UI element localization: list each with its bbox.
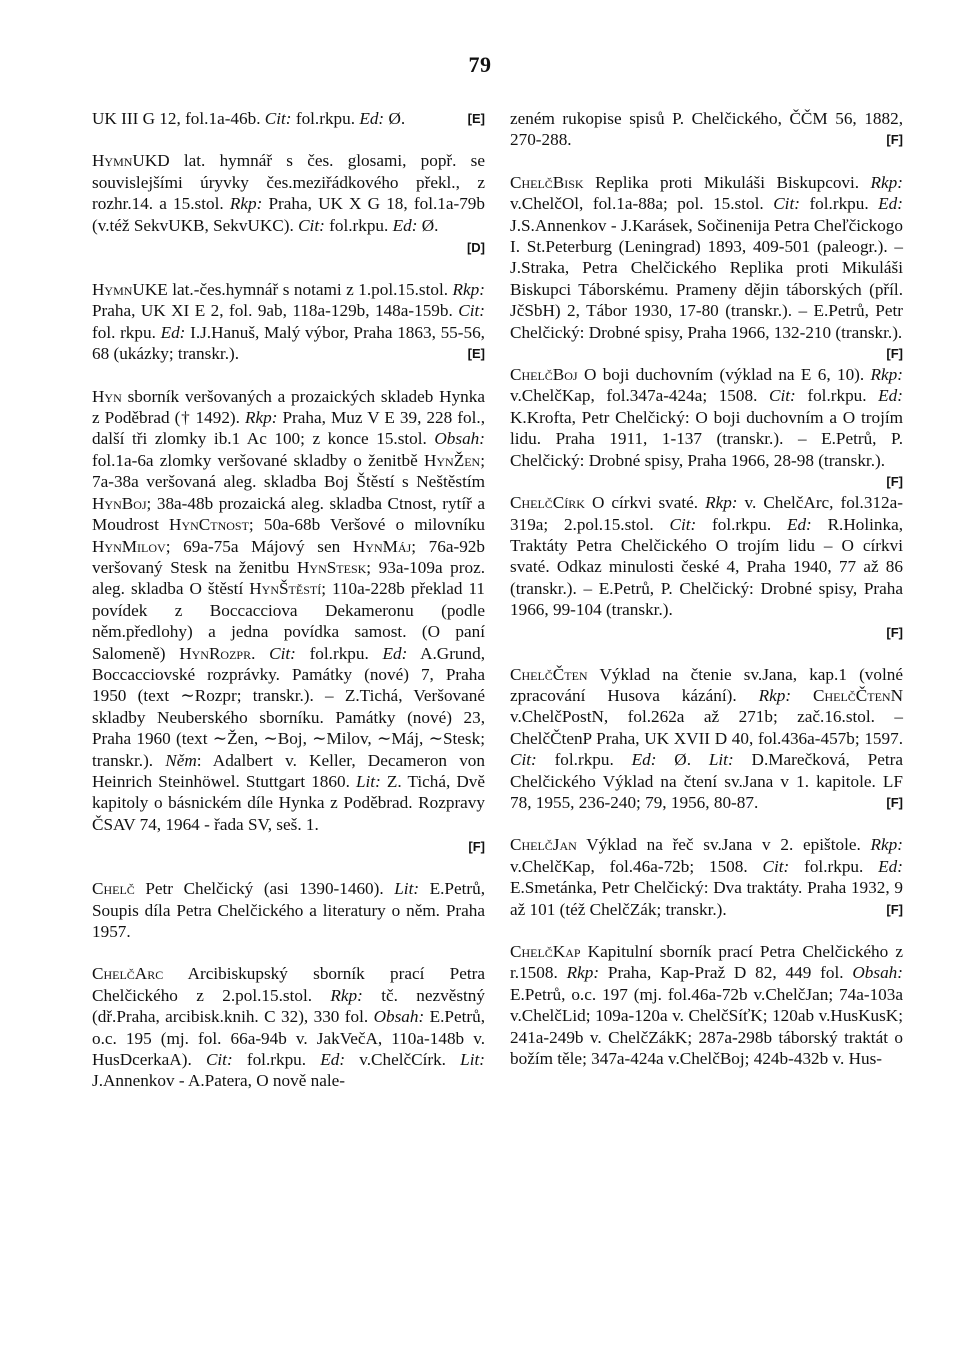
entry-text: : Adalbert v. Keller, Decameron von Heinrich Steinhöwel. Stuttgart 1860. [92,750,485,791]
entry-text: fol.rkpu. [232,1050,321,1070]
entry-label: Cit: [298,215,325,235]
entry-label: Cit: [264,109,292,128]
source-code-tag: [F] [886,474,903,490]
entry-text: zeném rukopise spisů P. Chelčického, ČČM 56, 1882, 270-288. [510,109,903,150]
entry-text: v.ChelčCírk. [345,1050,461,1070]
entry-label: Cit: [269,643,296,663]
entry-label: Rkp: [452,280,485,300]
entry-label: Ed: [786,514,812,534]
entry-text: Ø. [656,750,709,770]
entry-siglum: ChelčČten [510,664,588,684]
entry-text: Petr Chelčický (asi 1390-1460). [134,879,395,899]
entry-text: E.Petrů, Soupis díla Petra Chelčického a literatury o něm. Praha 1957. [92,879,486,941]
entry-siglum: ChelčBisk [510,172,584,192]
entry-text: E.Petrů, o.c. 197 (mj. fol.46a-72b v.ChelčJan; 74a-103a v.ChelčLid; 109a-120a v. ChelčSíťK; 120ab v.HusKusK; 241a-249b v. ChelčZákK; 287a-298b táborský traktát o božím těle; 347a-424a v.ChelčBoj; 424b-432b v. Hus- [510,984,903,1069]
entry-text: lat. hymnář s čes. glosami, popř. se souvislejšími úryvky čes.meziřádkového překl., z rozhr.14. a 15.stol. [92,151,485,214]
entry-text: tč. nezvěstný (dř.Praha, arcibisk.knih. C 32), 330 fol. [92,985,485,1027]
right-column [510,108,903,1090]
entry-label: Ed: [160,322,186,342]
entry-siglum: HynRozpr [179,643,252,663]
entry-text: E.Petrů, o.c. 195 (mj. fol. 66a-94b v. JakVečA, 110a-148b v. HusDcerkaA). [92,1007,485,1070]
entry-label: Lit: [355,771,381,791]
entry-text: fol.rkpu. [696,514,787,534]
entry-siglum: ChelčCírk [510,493,585,513]
source-code-tag: [F] [886,346,903,362]
entry-text: fol.rkpu. [789,856,879,876]
entry-label: Rkp: [870,365,903,385]
source-code-tag: [F] [468,839,485,855]
entry-label: Lit: [708,750,734,770]
entry-label: Rkp: [244,408,278,428]
entry-text: fol.rkpu. [291,109,360,128]
entry-text: v.ChelčOl, fol.1a-88a; pol. 15.stol. [510,194,774,214]
entry-label: Ed: [320,1050,346,1070]
entry-text: fol.rkpu. [324,215,393,235]
entry-text: ; 38a-48b prozaická aleg. skladba Ctnost, rytíř a Moudrost [92,493,485,535]
entry-text: R.Holinka, Traktáty Petra Chelčického O trojím lidu – O církvi svaté. Odkaz minulosti české 4, Praha 1940, 77 až 86 (transkr.). – E.Petrů, P. Chelčický: Drobné spisy, Praha 1966, 99-104 (transkr.). [510,514,903,620]
entry-text: ; 110a-228b překlad 11 povídek z Boccacciova Dekameronu (podle něm.předlohy) a jedna povídka samost. (O paní Salomeně) [92,579,486,663]
dictionary-entry-chelcarc-cont [510,108,903,151]
entry-label: Ed: [382,643,408,663]
entry-label: Ed: [878,856,903,876]
entry-text: Praha, Kap-Praž D 82, 449 fol. [599,963,853,983]
dictionary-entry-chelcarc [92,963,485,1091]
entry-text: E.Smetánka, Petr Chelčický: Dva traktáty. Praha 1932, 9 až 101 (též ChelčZák; transkr.). [510,878,903,919]
entry-text: sborník veršovaných a prozaických skladeb Hynka z Poděbrad († 1492). [92,386,485,428]
entry-text: fol.rkpu. [536,750,632,770]
entry-text: Ø. [384,109,406,128]
entry-label: Cit: [669,514,697,534]
entry-text: Kapitulní sborník prací Petra Chelčického z r.1508. [510,942,903,983]
entry-label: Cit: [773,194,800,214]
entry-label: Rkp: [758,685,792,705]
entry-siglum: ChelčČtenN [813,685,903,705]
dictionary-entry-chelccten [510,664,903,814]
entry-text: Praha, Muz V E 39, 228 fol., další tři zlomky ib.1 Ac 100; z konce 15.stol. [92,408,485,449]
page-number: 79 [468,52,492,77]
source-code-tag: [F] [886,624,903,640]
entry-label: Obsah: [852,963,903,983]
entry-label: Rkp: [566,963,600,983]
dictionary-entry-hymnukd [92,150,485,258]
dictionary-entry-hymnuke [92,279,485,365]
entry-siglum: HynStesk [296,557,367,577]
entry-text: fol.rkpu. [799,194,879,214]
entry-label: Rkp: [229,194,263,214]
entry-text: I.J.Hanuš, Malý výbor, Praha 1863, 55-56, 68 (ukázky; transkr.). [92,322,485,364]
entry-text: J.S.Annenkov - J.Karásek, Sočinenija Petra Cheľčickogo I. St.Peterburg (Leningrad) 1893, 409-501 (paleogr.). – J.Straka, Petra Chelčického Replika proti Mikuláši Biskupci Táborskému. Prameny dějin táborských (příl. JčSbH) 2, Tábor 1930, 17-80 (transkr.). – E.Petrů, Petr Chelčický: Drobné spisy, Praha 1966, 132-210 (transkr.). [510,215,903,342]
entry-label: Ed: [631,750,657,770]
entry-text: D.Marečková, Petra Chelčického Výklad na čtení sv.Jana v 1. kapitole. LF 78, 1955, 236-240; 79, 1956, 80-87. [510,750,903,812]
entry-text: v.ChelčPostN, fol.262a až 271b; zač.16.stol. – ChelčČtenP Praha, UK XVII D 40, fol.436a-457b; 1597. [510,707,903,748]
entry-text: fol.1a-6a zlomky veršované skladby o ženitbě [92,450,424,470]
entry-siglum: Chelč [92,879,135,899]
entry-text: ; 76a-92b veršovaný Stesk na ženitbu [92,536,485,577]
dictionary-entry-uk-cont [92,108,485,129]
entry-siglum: HynMáj [352,536,412,556]
entry-siglum: Hyn [92,386,122,406]
source-code-tag: [E] [467,111,485,126]
entry-text: ; 93a-109a proz. aleg. skladba O štěstí [92,557,485,599]
source-code-tag: [F] [886,794,903,810]
entry-text: ; 50a-68b Veršové o milovníku [248,515,485,535]
entry-label: Ed: [392,215,418,235]
entry-siglum: HymnUKD [92,151,170,171]
entry-label: Rkp: [705,493,738,513]
entry-label: Lit: [394,879,420,899]
entry-text: fol.rkpu. [795,386,879,406]
dictionary-entry-chelcjan [510,834,903,920]
entry-text: Praha, UK XI E 2, fol. 9ab, 118a-129b, 148a-159b. [92,301,459,321]
entry-text: Výklad na čtenie sv.Jana, kap.1 (volné zpracování Husova kázání). [510,664,903,705]
entry-text: Z. Tichá, Dvě kapitoly o básnickém díle Hynka z Poděbrad. Rozpravy ČSAV 74, 1964 - řada SV, seš. 1. [92,771,485,834]
entry-label: Obsah: [373,1007,425,1027]
dictionary-entry-chelcboj [510,364,903,490]
entry-text: . [251,643,270,663]
entry-text: A.Grund, Boccacciovské rozprávky. Památky (nové) 7, Praha 1950 (text ∼Rozpr; transkr.). – Z.Tichá, Veršované skladby Neuberského sborníku. Památky (nové) 23, Praha 1960 (text ∼Žen, ∼Boj, ∼Milov, ∼Máj, ∼Stesk; transkr.). [92,643,485,770]
entry-text: UK III G 12, fol.1a-46b. [92,109,265,128]
entry-siglum: ChelčBoj [510,365,578,385]
entry-text: K.Krofta, Petr Chelčický: O boji duchovním a O trojím lidu. Praha 1911, 1-137 (transkr.). – E.Petrů, P. Chelčický: Drobné spisy, Praha 1966, 28-98 (transkr.). [510,407,903,470]
entry-label: Něm [165,750,197,770]
source-code-tag: [F] [886,132,903,148]
entry-text: J.Annenkov - A.Patera, O nově nale- [92,1071,345,1091]
entry-label: Obsah: [434,429,485,449]
entry-text: v. ChelčArc, fol.312a-319a; 2.pol.15.stol. [510,493,903,534]
entry-text [791,686,813,705]
left-column [92,108,485,1113]
entry-text: O církvi svaté. [584,493,706,513]
entry-text: fol. rkpu. [92,322,161,342]
entry-label: Rkp: [870,835,903,855]
entry-siglum: HynŽen [423,450,481,470]
dictionary-entry-chelcbisk [510,172,903,362]
entry-text: O boji duchovním (výklad na E 6, 10). [577,365,871,385]
dictionary-entry-chelckap [510,941,903,1069]
dictionary-entry-chelccirk [510,492,903,642]
entry-text: Arcibiskupský sborník prací Petra Chelčického z 2.pol.15.stol. [92,964,485,1005]
entry-label: Ed: [878,386,903,406]
entry-siglum: ChelčJan [510,835,577,855]
entry-text: ; 7a-38a veršovaná aleg. skladba Boj Štěstí s Neštěstím [92,450,485,492]
entry-siglum: ChelčKap [510,942,581,961]
entry-label: Cit: [205,1050,233,1070]
source-code-tag: [F] [886,901,903,917]
entry-label: Cit: [762,856,790,876]
entry-text: v.ChelčKap, fol.46a-72b; 1508. [510,856,763,876]
entry-label: Cit: [510,750,537,770]
entry-siglum: ChelčArc [92,964,164,984]
entry-siglum: HynMilov [92,536,166,556]
entry-text: ; 69a-75a Májový sen [165,536,353,556]
source-code-tag: [D] [466,240,485,256]
entry-label: Rkp: [870,172,903,192]
entry-text: Výklad na řeč sv.Jana v 2. epištole. [576,835,871,855]
entry-label: Rkp: [330,985,363,1005]
dictionary-entry-chelc [92,878,485,942]
entry-text: Ø. [417,215,439,235]
dictionary-entry-hyn [92,386,485,858]
entry-siglum: HynCtnost [169,515,249,535]
entry-label: Ed: [359,109,385,128]
entry-label: Lit: [460,1050,486,1070]
entry-label: Cit: [769,386,796,406]
entry-text: Praha, UK X G 18, fol.1a-79b (v.též SekvUKB, SekvUKC). [92,194,485,235]
entry-text: v.ChelčKap, fol.347a-424a; 1508. [510,386,769,406]
entry-siglum: HynBoj [92,493,147,513]
entry-siglum: HynŠtěstí [249,579,322,599]
entry-label: Cit: [458,301,485,321]
entry-label: Ed: [878,194,903,214]
entry-siglum: HymnUKE [92,280,168,300]
entry-text: fol.rkpu. [295,643,383,663]
entry-text: Replika proti Mikuláši Biskupcovi. [583,172,871,192]
source-code-tag: [E] [467,346,485,362]
entry-text: lat.-čes.hymnář s notami z 1.pol.15.stol. [167,280,453,300]
